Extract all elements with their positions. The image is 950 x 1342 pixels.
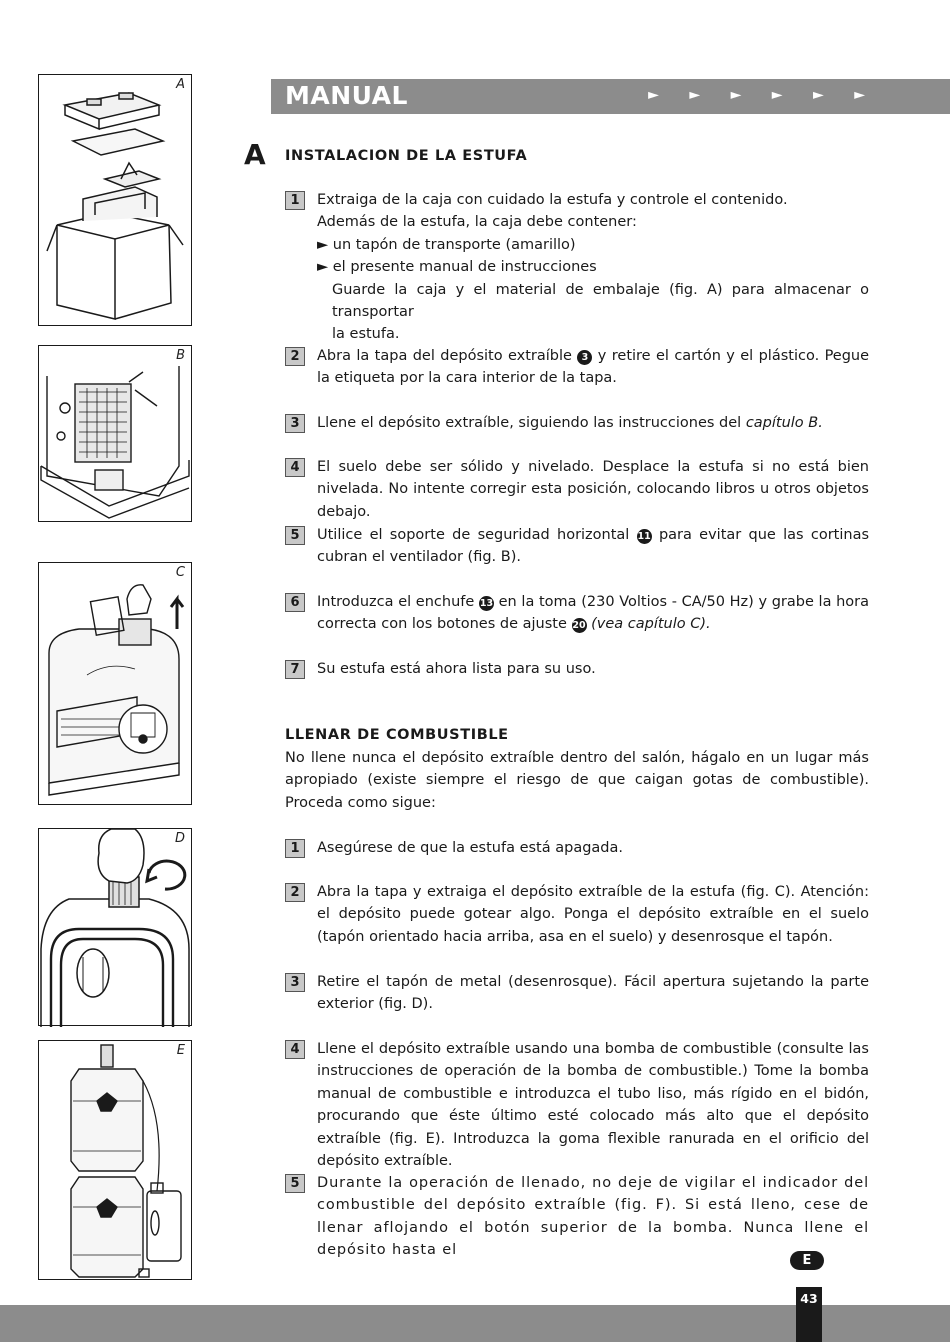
step-line: Además de la estufa, la caja debe contener:	[317, 214, 637, 231]
step-text-part: Abra la tapa del depósito extraíble	[317, 348, 572, 364]
heater-back-illustration	[39, 346, 193, 523]
section-letter: A	[244, 138, 266, 171]
step-text	[317, 591, 869, 636]
step-text-part: Llene el depósito extraíble, siguiendo las instrucciones del	[317, 415, 742, 431]
figure-a	[38, 74, 192, 326]
part-number-badge: 3	[577, 350, 592, 365]
figure-label: D	[174, 831, 185, 846]
fuel-section-title: LLENAR DE COMBUSTIBLE	[285, 727, 509, 743]
step-number: 2	[285, 883, 305, 902]
figure-b	[38, 345, 192, 522]
box-unpacking-illustration	[39, 75, 193, 327]
section-title: INSTALACION DE LA ESTUFA	[285, 148, 528, 164]
header-arrows: ► ► ► ► ► ►	[648, 87, 878, 103]
step-text: Abra la tapa y extraiga el depósito extraíble de la estufa (fig. C). Atención: el depósito puede gotear algo. Ponga el depósito extraíble en el suelo (tapón orientado hacia arriba, asa en el suelo) y desenrosque el tapón.	[317, 884, 869, 945]
step-number: 6	[285, 593, 305, 612]
step-text: Durante la operación de llenado, no deje de vigilar el indicador del combustible del depósito extraíble (fig. F). Si está lleno, cese de llenar aflojando el botón superior de la bomba. Nunca llene el depósito hasta el	[317, 1175, 869, 1259]
part-number-badge: 20	[572, 620, 586, 632]
step-text-italic: (vea capítulo C).	[591, 616, 711, 633]
step-number: 7	[285, 660, 305, 679]
cap-unscrew-illustration	[39, 829, 193, 1027]
step-number: 3	[285, 973, 305, 992]
step-text	[317, 345, 869, 390]
step-text-part: y retire el cartón y el plástico. Pegue la etiqueta por la cara interior de la tapa.	[317, 348, 870, 387]
fuel-pump-illustration	[39, 1041, 193, 1281]
step-text-part: para evitar que las cortinas cubran el ventilador (fig. B).	[317, 527, 870, 566]
step-text-part: Utilice el soporte de seguridad horizontal	[317, 527, 630, 543]
figure-label: B	[176, 348, 185, 363]
step-text	[317, 524, 869, 569]
step-line: Guarde la caja y el material de embalaje (fig. A) para almacenar o transportar	[332, 281, 869, 321]
part-number-badge: 11	[637, 531, 651, 542]
step-line: la estufa.	[332, 326, 400, 343]
step-number: 5	[285, 526, 305, 545]
step-line: ► el presente manual de instrucciones	[317, 259, 597, 276]
part-number-badge: 13	[479, 598, 494, 609]
step-text: Retire el tapón de metal (desenrosque). Fácil apertura sujetando la parte exterior (fig. D).	[317, 974, 869, 1013]
step-line: Extraiga de la caja con cuidado la estufa y controle el contenido.	[317, 192, 788, 208]
step-text-part: en la toma (230 Voltios - CA/50 Hz) y grabe la hora correcta con los botones de ajuste	[317, 594, 870, 633]
step-number: 4	[285, 1040, 305, 1059]
figure-d	[38, 828, 192, 1026]
figure-label: E	[176, 1043, 185, 1058]
step-text: Su estufa está ahora lista para su uso.	[317, 661, 596, 677]
step-number: 1	[285, 191, 305, 210]
step-number: 2	[285, 347, 305, 366]
heater-tank-removal-illustration	[39, 563, 193, 806]
figure-label: A	[176, 77, 185, 92]
language-badge: E	[790, 1251, 824, 1270]
figure-label: C	[175, 565, 185, 580]
step-text-part: Introduzca el enchufe	[317, 594, 475, 610]
step-text	[317, 412, 869, 434]
step-text: Asegúrese de que la estufa está apagada.	[317, 840, 623, 856]
step-number: 5	[285, 1174, 305, 1193]
step-number: 1	[285, 839, 305, 858]
header-bar	[271, 79, 950, 114]
step-number: 3	[285, 414, 305, 433]
step-number: 4	[285, 458, 305, 477]
step-text-italic: capítulo B.	[745, 415, 823, 431]
figure-e	[38, 1040, 192, 1280]
fuel-intro: No llene nunca el depósito extraíble dentro del salón, hágalo en un lugar más apropiado (existe siempre el riesgo de que caigan gotas de combustible). Proceda como sigue:	[285, 750, 869, 811]
page-title: MANUAL	[285, 81, 408, 110]
page-number: 43	[796, 1287, 822, 1342]
step-text	[317, 189, 869, 346]
step-text: Llene el depósito extraíble usando una bomba de combustible (consulte las instrucciones de operación de la bomba de combustible.) Tome la bomba manual de combustible e introduzca el tubo liso, más rígido en el bidón, procurando que éste último esté colocado más alto que el depósito extraíble (fig. E). Introduzca la goma flexible ranurada en el orificio del depósito extraíble.	[317, 1041, 869, 1170]
figure-c	[38, 562, 192, 805]
step-line: ► un tapón de transporte (amarillo)	[317, 236, 576, 253]
step-text: El suelo debe ser sólido y nivelado. Desplace la estufa si no está bien nivelada. No intente corregir esta posición, colocando libros u otros objetos debajo.	[317, 459, 869, 520]
